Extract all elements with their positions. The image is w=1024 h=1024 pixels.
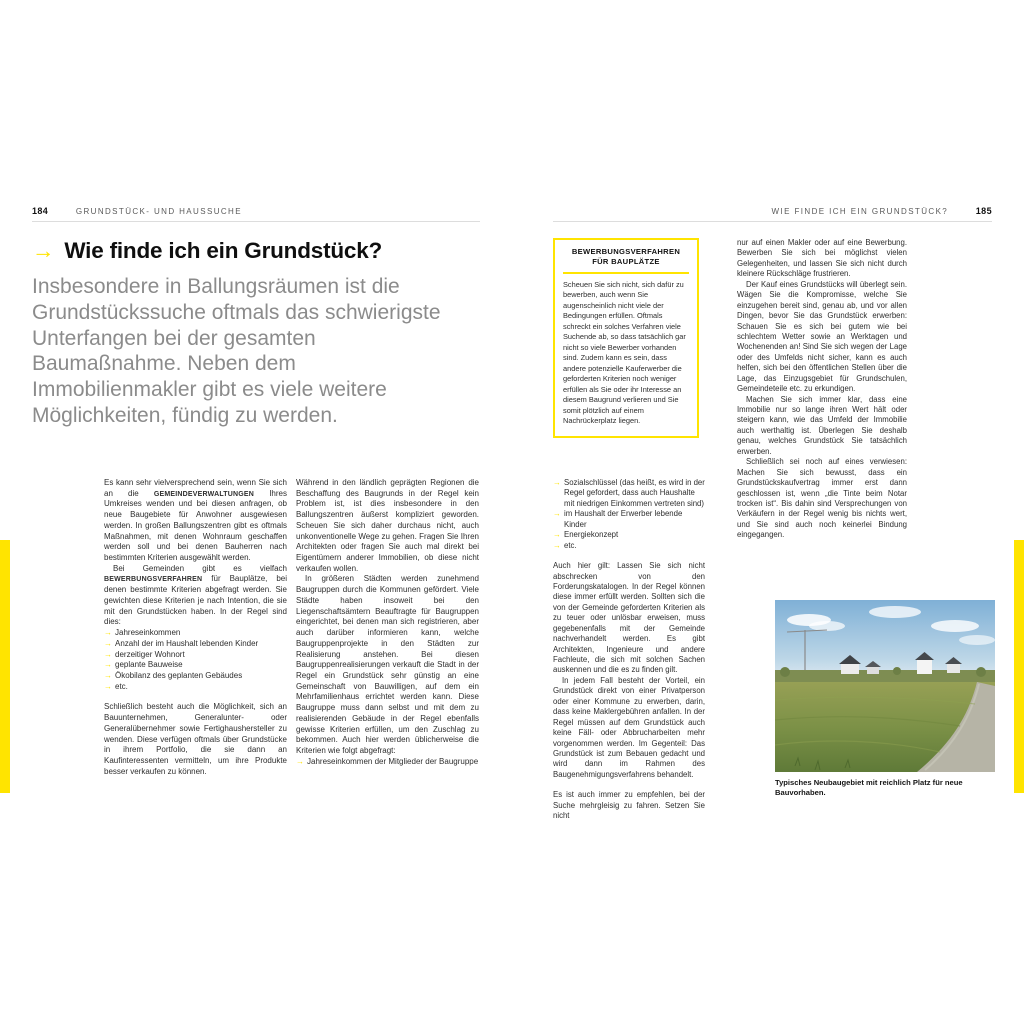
arrow-bullet-icon: → (553, 530, 561, 540)
list-item (104, 628, 287, 639)
page-number-right: 185 (975, 206, 992, 216)
arrow-bullet-icon: → (553, 509, 561, 519)
running-head-right-text: WIE FINDE ICH EIN GRUNDSTÜCK? (771, 207, 949, 216)
keyword-bold: BEWERBUNGSVERFAHREN (104, 576, 203, 584)
arrow-bullet-icon: → (104, 649, 112, 659)
paragraph: Schließlich sei noch auf eines verwiesen: Machen Sie sich bewusst, dass ein Grundstückskaufvertrag immer erst dann geschlossen ist, wenn „die Tinte beim Notar trocken ist“. Bis dahin sind Versprechungen von Verkäufern in der Regel wenig bis nichts wert, und Sie sind auch noch keinerlei Bindung eingegangen. (737, 457, 907, 540)
paragraph-text: Bei Gemeinden gibt es vielfach (113, 563, 287, 573)
paragraph-text: Ihres Umkreises wenden und bei diesen anfragen, ob neue Baugebiete für Anwohner ausgewiesen werden. In großen Ballungszentren gibt es oftmals Maßnahmen, mit denen Wohnraum geschaffen werden soll und bei denen Bauherren nach bestimmten Kriterien ausgewählt werden. (104, 488, 287, 563)
paragraph: nur auf einen Makler oder auf eine Bewerbung. Bewerben Sie sich bei möglichst vielen Gelegenheiten, und lassen Sie sich nicht durch kleinere Rückschläge frustrieren. (737, 238, 907, 279)
list-item (553, 509, 705, 530)
arrow-bullet-icon: → (553, 478, 561, 487)
list-item-text: Jahreseinkommen (115, 628, 181, 638)
paragraph: In größeren Städten werden zunehmend Baugruppen durch die Kommunen gefördert. Viele Städte haben insoweit bei den Liegenschaftsämtern Beauftragte für Baugruppen eingerichtet, bei denen man sich registrieren, aber auch darüber informieren kann, welche Baugruppenprojekte in den Städten zur Realisierung anstehen. Bei diesen Baugruppenrealisierungen verkauft die Stadt in der Regel ein Grundstück sehr günstig an eine Gemeinschaft von Bauwilligen, auf dem ein Mehrfamilienhaus errichtet werden kann. Diese Baugruppe muss dann selbst und mit dem zu realisierenden Gebäude in der Regel ebenfalls gewisse Kriterien erfüllen, um den Zuschlag zu bekommen. Auch hier werden üblicherweise die Kriterien wie folgt abgefragt: (296, 574, 479, 755)
arrow-bullet-icon: → (104, 638, 112, 648)
arrow-icon: → (32, 238, 55, 263)
list-item (104, 639, 287, 650)
intro-paragraph: Insbesondere in Ballungsräumen ist die Grundstückssuche oftmals das schwierigste Unterfangen bei der gesamten Baumaßnahme. Neben dem Immobilienmakler gibt es viele weitere Möglichkeiten, fündig zu werden. (32, 275, 441, 428)
criteria-list (104, 628, 287, 692)
paragraph: Während in den ländlich geprägten Regionen die Beschaffung des Baugrunds in der Regel kein Problem ist, ist dies insbesondere in den Ballungszentren äußerst kompliziert geworden. Scheuen Sie sich daher durchaus nicht, auch unkonventionelle Wege zu gehen. Fragen Sie Ihren Architekten oder fragen Sie auch mal direkt bei Eigentümern anderer Immobilien, ob diese nicht verkaufen wollen. (296, 478, 479, 573)
right-accent-bar (1014, 540, 1024, 793)
running-head-left-text: GRUNDSTÜCK- UND HAUSSUCHE (75, 207, 242, 216)
info-box-title (563, 247, 689, 267)
paragraph: Es ist auch immer zu empfehlen, bei der Suche mehrgleisig zu fahren. Setzen Sie nicht (553, 790, 705, 821)
head-rule-right (553, 221, 992, 222)
info-box-divider (563, 272, 689, 274)
list-item (104, 650, 287, 661)
paragraph-text: Es kann sehr vielversprechend sein, wenn Sie sich an die (104, 478, 287, 498)
photo-caption: Typisches Neubaugebiet mit reichlich Platz für neue Bauvorhaben. (775, 778, 963, 797)
list-item-text: Anzahl der im Haushalt lebenden Kinder (115, 638, 259, 648)
info-box-body: Scheuen Sie sich nicht, sich dafür zu bewerben, auch wenn Sie augenscheinlich nicht viele der Bedingungen erfüllen. Oftmals schreckt ein solches Verfahren viele Suchende ab, so dass tatsächlich gar nicht so viele Bewerber vorhanden sind. Zudem kann es sein, dass andere potenzielle Kauferwerber die geforderten Kriterien noch weniger erfüllen als Sie oder ihr Interesse an diesem Baugrund verlieren und Sie somit plötzlich auf einem Nachrückerplatz liegen. (563, 279, 686, 426)
paragraph (104, 564, 287, 628)
info-box-title-line1: BEWERBUNGSVERFAHREN (571, 247, 681, 256)
left-page-column-1 (104, 478, 287, 777)
paragraph: Der Kauf eines Grundstücks will überlegt sein. Wägen Sie die Kompromisse, welche Sie einzugehen bereit sind, genau ab, und vor allen Dingen, bevor Sie das Grundstück erwerben: Schauen Sie es sich bei gutem wie bei schlechtem Wetter sowie an Werktagen und Wochenenden an! Sind Sie sich wegen der Lage oder des Umfelds nicht sicher, kann es auch helfen, sich bei den öffentlichen Stellen über die Lage, das Einzugsgebiet für Grundschulen, Gemeindeteile etc. zu erkundigen. (737, 279, 907, 394)
right-page-column-1 (553, 478, 705, 822)
paragraph: In jedem Fall besteht der Vorteil, ein Grundstück direkt von einer Privatperson oder einer Kommune zu erwerben, darin, dass keine Maklergebühren anfallen. In der Regel müssen auf dem Grundstück auch keine Fäll- oder Abbrucharbeiten mehr vorgenommen werden. Im Gegenteil: Das Grundstück ist zum Bebauen gedacht und wird dann im Rahmen des Baugenehmigungsverfahrens behandelt. (553, 675, 705, 779)
page-number-left: 184 (32, 206, 49, 216)
new-development-photo-figure (775, 600, 995, 798)
paragraph-text: für Bauplätze, bei denen bestimmte Kriterien abgefragt werden. Sie gewichten diese Kriterien je nach Intention, die sie mit den Grundstücken haben. In der Regel sind dies: (104, 574, 287, 627)
chapter-title-text: Wie finde ich ein Grundstück? (64, 238, 383, 263)
running-head-right (553, 206, 992, 216)
arrow-bullet-icon: → (296, 756, 304, 766)
head-rule-left (32, 221, 480, 222)
running-head-left (32, 206, 242, 216)
criteria-list (553, 478, 705, 551)
arrow-bullet-icon: → (104, 681, 112, 691)
chapter-title (32, 238, 382, 264)
info-box-title-line2: FÜR BAUPLÄTZE (592, 256, 660, 266)
paragraph: Schließlich besteht auch die Möglichkeit, sich an Bauunternehmen, Generalunter- oder Generalübernehmer sowie Fertighaushersteller zu wenden. Diese verfügen oftmals über Grundstücke in ihrem Portfolio, die sie dann an Kaufinteressenten vermitteln, um ihre Produkte besser verkaufen zu können. (104, 702, 287, 776)
criteria-list (296, 757, 479, 768)
paragraph: Machen Sie sich immer klar, dass eine Immobilie nur so lange ihren Wert hält oder steigern kann, wie das Umfeld der Immobilie auch werthaltig ist. Überlegen Sie deshalb genau, welches Grundstück Sie tatsächlich erwerben. (737, 394, 907, 456)
list-item-text: Ökobilanz des geplanten Gebäudes (115, 670, 243, 680)
list-item-text: im Haushalt der Erwerber lebende Kinder (564, 509, 683, 529)
list-item (296, 757, 479, 768)
list-item (553, 530, 705, 540)
list-item (553, 541, 705, 551)
list-item-text: Energiekonzept (564, 530, 619, 540)
arrow-bullet-icon: → (104, 628, 112, 638)
list-item-text: Jahreseinkommen der Mitglieder der Baugruppe (307, 756, 479, 766)
left-page-column-2 (296, 478, 479, 767)
left-accent-bar (0, 540, 10, 793)
paragraph: Auch hier gilt: Lassen Sie sich nicht abschrecken von den Forderungskatalogen. In der Regel können diese immer erfüllt werden. Sollten sich die von der Gemeinde geforderten Kriterien als zu teuer oder unlösbar erweisen, muss gegebenenfalls mit der Gemeinde nachverhandelt werden. Es gibt Architekten, Ingenieure und andere Fachleute, die sich mit solchen Sachen auskennen und die es zu finden gilt. (553, 561, 705, 675)
arrow-bullet-icon: → (553, 540, 561, 550)
application-procedure-info-box (553, 238, 699, 438)
new-development-photo (775, 600, 995, 772)
arrow-bullet-icon: → (104, 670, 112, 680)
arrow-bullet-icon: → (104, 660, 112, 670)
list-item-text: Sozialschlüssel (das heißt, es wird in der Regel gefordert, dass auch Haushalte mit niedrigen Einkommen vertreten sind) (564, 478, 705, 508)
keyword-bold: GEMEINDEVERWALTUNGEN (153, 490, 255, 498)
right-page-column-2 (737, 238, 907, 541)
list-item-text: etc. (115, 681, 128, 691)
paragraph (104, 478, 287, 564)
list-item (104, 660, 287, 671)
list-item-text: derzeitiger Wohnort (115, 649, 185, 659)
list-item (104, 671, 287, 682)
list-item-text: etc. (564, 540, 577, 550)
list-item (553, 478, 705, 509)
list-item (104, 682, 287, 693)
list-item-text: geplante Bauweise (115, 660, 183, 670)
